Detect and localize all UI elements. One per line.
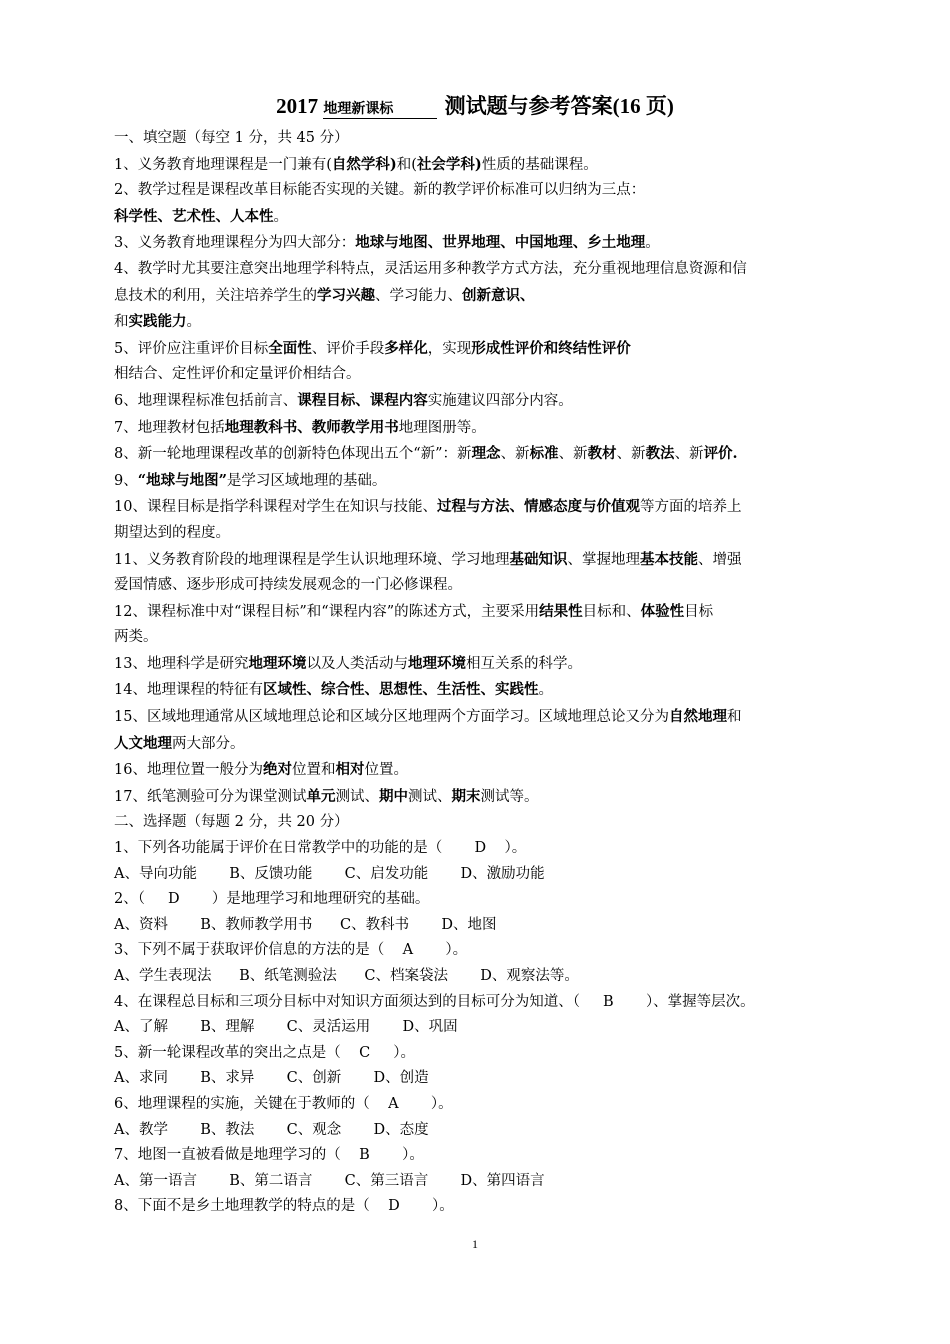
text-line: 4、教学时尤其要注意突出地理学科特点，灵活运用多种教学方式方法，充分重视地理信息资源和信 [114, 260, 747, 277]
text-line: 8、下面不是乡土地理教学的特点的是（ D ）。 [114, 1198, 454, 1215]
text-line: 9、“地球与地图”是学习区域地理的基础。 [114, 471, 387, 489]
text-line: 相结合、定性评价和定量评价相结合。 [114, 366, 361, 383]
text-line: 一、填空题（每空 1 分，共 45 分） [114, 130, 349, 146]
text-line: 两类。 [114, 629, 158, 646]
title-year: 2017 [276, 94, 319, 118]
text-line: A、导向功能 B、反馈功能 C、启发功能 D、激励功能 [114, 865, 545, 882]
text-line: 2、（ D ）是地理学习和地理研究的基础。 [114, 891, 430, 908]
text-line: A、资料 B、教师教学用书 C、教科书 D、地图 [114, 916, 497, 933]
text-line: A、求同 B、求异 C、创新 D、创造 [114, 1070, 429, 1087]
title-subject: 地理新课标 [323, 98, 437, 119]
text-line: A、学生表现法 B、纸笔测验法 C、档案袋法 D、观察法等。 [114, 968, 579, 984]
text-line: 11、义务教育阶段的地理课程是学生认识地理环境、学习地理基础知识、掌握地理基本技能、增强 [114, 550, 742, 568]
text-line: 15、区域地理通常从区域地理总论和区域分区地理两个方面学习。区域地理总论又分为自然地理和 [114, 708, 742, 726]
text-line: 17、纸笔测验可分为课堂测试单元测试、期中测试、期末测试等。 [114, 787, 539, 805]
text-line: 息技术的利用，关注培养学生的学习兴趣、学习能力、创新意识、 [114, 286, 535, 304]
text-line: 16、地理位置一般分为绝对位置和相对位置。 [114, 761, 408, 779]
text-line: 二、选择题（每题 2 分，共 20 分） [114, 814, 349, 831]
text-line: A、了解 B、理解 C、灵活运用 D、巩固 [114, 1019, 458, 1036]
text-line: 和实践能力。 [114, 313, 201, 331]
text-line: 6、地理课程的实施，关键在于教师的（ A ）。 [114, 1095, 453, 1112]
text-line: 6、地理课程标准包括前言、课程目标、课程内容实施建议四部分内容。 [114, 391, 573, 409]
text-line: 13、地理科学是研究地理环境以及人类活动与地理环境相互关系的科学。 [114, 654, 582, 672]
text-line: 12、课程标准中对“课程目标”和“课程内容”的陈述方式，主要采用结果性目标和、体验性目标 [114, 602, 714, 620]
text-line: 1、义务教育地理课程是一门兼有(自然学科)和(社会学科)性质的基础课程。 [114, 155, 598, 173]
text-line: 7、地理教材包括地理教科书、教师教学用书地理图册等。 [114, 418, 486, 436]
text-line: 人文地理两大部分。 [114, 734, 245, 752]
text-line: 14、地理课程的特征有区域性、综合性、思想性、生活性、实践性。 [114, 681, 553, 699]
page-title [0, 90, 950, 120]
text-line: 10、课程目标是指学科课程对学生在知识与技能、过程与方法、情感态度与价值观等方面的培养上 [114, 498, 742, 516]
title-main: 测试题与参考答案(16 页) [444, 94, 674, 118]
text-line: 3、下列不属于获取评价信息的方法的是（ A ）。 [114, 942, 468, 959]
text-line: 爱国情感、逐步形成可持续发展观念的一门必修课程。 [114, 577, 462, 594]
text-line: 5、新一轮课程改革的突出之点是（ C ）。 [114, 1044, 416, 1061]
text-line: 7、地图一直被看做是地理学习的（ B ）。 [114, 1147, 424, 1164]
text-line: 1、下列各功能属于评价在日常教学中的功能的是（ D ）。 [114, 840, 527, 857]
text-line: 3、义务教育地理课程分为四大部分：地球与地图、世界地理、中国地理、乡土地理。 [114, 234, 660, 252]
text-line: 2、教学过程是课程改革目标能否实现的关键。新的教学评价标准可以归纳为三点： [114, 182, 646, 199]
text-line: 期望达到的程度。 [114, 524, 230, 541]
text-line: A、教学 B、教法 C、观念 D、态度 [114, 1121, 429, 1138]
text-line: 科学性、艺术性、人本性。 [114, 207, 288, 225]
page-number: 1 [472, 1237, 478, 1251]
text-line: 5、评价应注重评价目标全面性、评价手段多样化，实现形成性评价和终结性评价 [114, 339, 631, 357]
text-line: 4、在课程总目标和三项分目标中对知识方面须达到的目标可分为知道、（ B ）、掌握等层次。 [114, 993, 755, 1010]
text-line: A、第一语言 B、第二语言 C、第三语言 D、第四语言 [114, 1172, 545, 1189]
text-line: 8、新一轮地理课程改革的创新特色体现出五个“新”：新理念、新标准、新教材、新教法、新评价. [114, 445, 738, 463]
document-body [114, 126, 844, 1220]
